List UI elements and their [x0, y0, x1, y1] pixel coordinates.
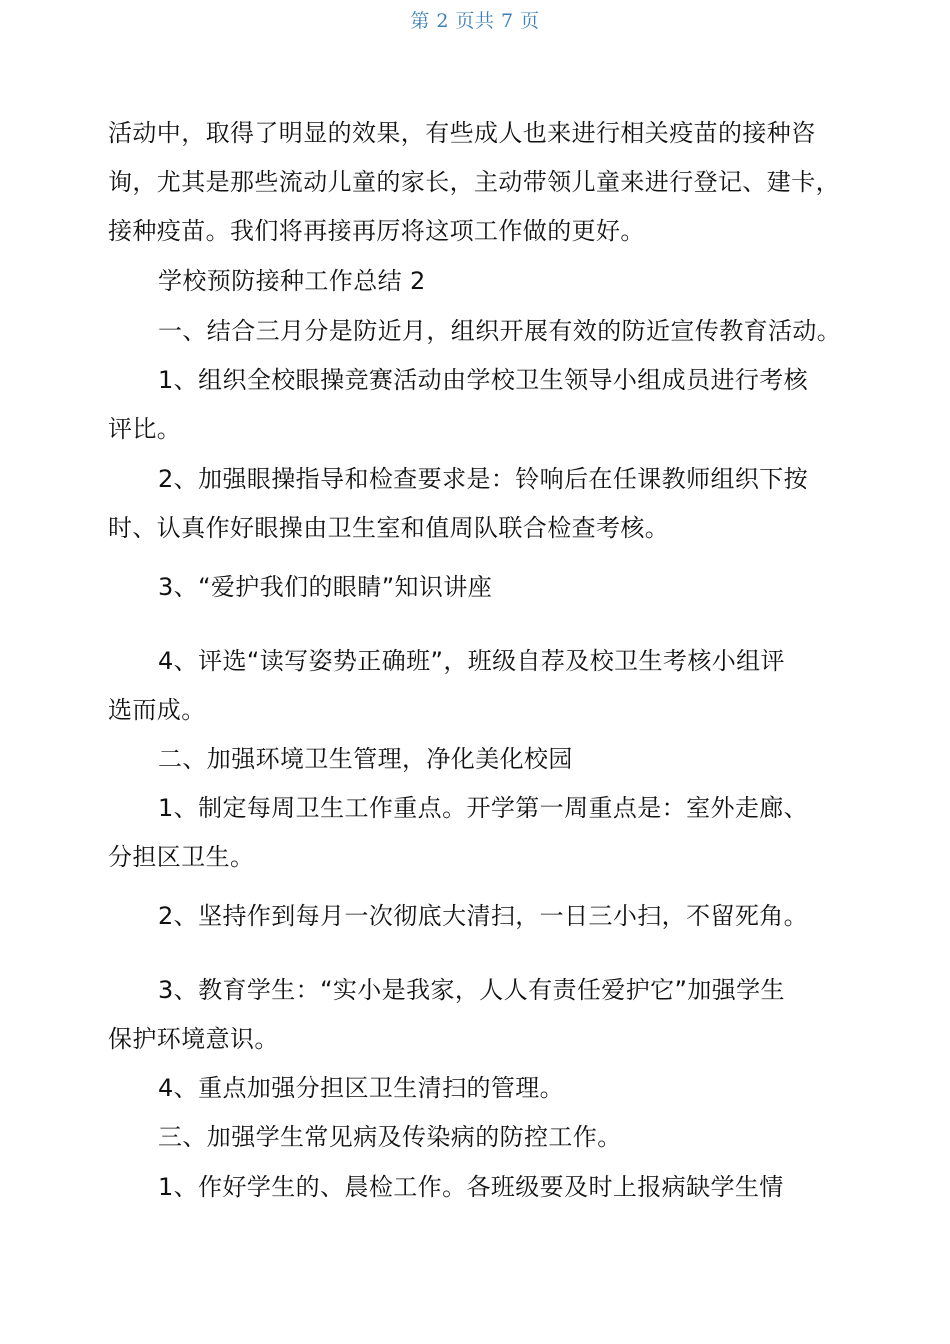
- paragraph-item: [108, 784, 848, 882]
- text-line: 学校预防接种工作总结 2: [158, 267, 426, 295]
- text-line: 1、作好学生的、晨检工作。各班级要及时上报病缺学生情: [158, 1173, 784, 1201]
- text-line: 时、认真作好眼操由卫生室和值周队联合检查考核。: [108, 514, 670, 542]
- text-line: 分担区卫生。: [108, 843, 255, 871]
- paragraph-item: [158, 892, 898, 941]
- paragraph-item: [108, 637, 848, 735]
- paragraph-item: [108, 455, 848, 553]
- text-line: 一、结合三月分是防近月，组织开展有效的防近宣传教育活动。: [158, 317, 842, 345]
- text-line: 选而成。: [108, 696, 206, 724]
- text-line: 询，尤其是那些流动儿童的家长，主动带领儿童来进行登记、建卡，: [108, 168, 840, 196]
- text-line: 1、制定每周卫生工作重点。开学第一周重点是：室外走廊、: [158, 794, 809, 822]
- paragraph-item: [108, 356, 848, 454]
- text-line: 3、教育学生：“实小是我家，人人有责任爱护它”加强学生: [158, 976, 785, 1004]
- paragraph-item: [108, 966, 848, 1064]
- section-heading-1: [158, 307, 898, 356]
- text-line: 三、加强学生常见病及传染病的防控工作。: [158, 1123, 622, 1151]
- section-heading-2: [158, 735, 898, 784]
- text-line: 评比。: [108, 415, 182, 443]
- paragraph-intro: [108, 109, 848, 256]
- page-indicator: 第 2 页共 7 页: [410, 10, 540, 32]
- text-line: 接种疫苗。我们将再接再厉将这项工作做的更好。: [108, 217, 645, 245]
- section-heading-3: [158, 1113, 898, 1162]
- text-line: 保护环境意识。: [108, 1025, 279, 1053]
- text-line: 2、坚持作到每月一次彻底大清扫，一日三小扫，不留死角。: [158, 902, 809, 930]
- text-line: 2、加强眼操指导和检查要求是：铃响后在任课教师组织下按: [158, 465, 809, 493]
- text-line: 4、重点加强分担区卫生清扫的管理。: [158, 1074, 565, 1102]
- paragraph-item: [158, 1163, 898, 1212]
- text-line: 活动中，取得了明显的效果，有些成人也来进行相关疫苗的接种咨: [108, 119, 816, 147]
- text-line: 二、加强环境卫生管理，净化美化校园: [158, 745, 573, 773]
- text-line: 1、组织全校眼操竞赛活动由学校卫生领导小组成员进行考核: [158, 366, 809, 394]
- section-title: [158, 257, 898, 306]
- paragraph-item: [158, 563, 898, 612]
- text-line: 4、评选“读写姿势正确班”，班级自荐及校卫生考核小组评: [158, 647, 785, 675]
- paragraph-item: [158, 1064, 898, 1113]
- text-line: 3、“爱护我们的眼睛”知识讲座: [158, 573, 493, 601]
